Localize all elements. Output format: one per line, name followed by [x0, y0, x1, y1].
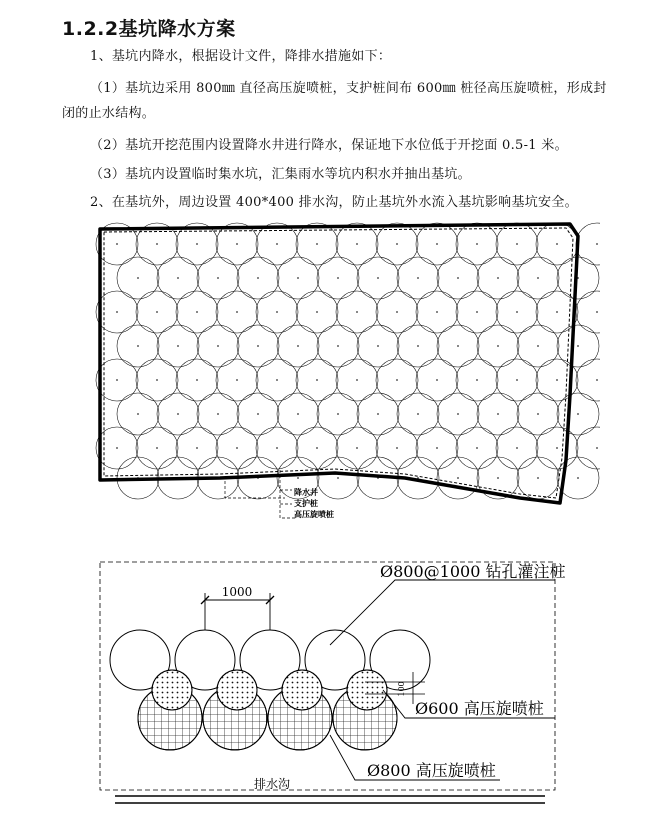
plan-pile-center [297, 477, 299, 479]
jet600-pile [347, 670, 387, 710]
plan-pile-center [297, 277, 299, 279]
plan-pile-center [417, 277, 419, 279]
jet600-pile [217, 670, 257, 710]
plan-pile-center [457, 277, 459, 279]
label-bored-pile: Ø800@1000 钻孔灌注桩 [380, 562, 566, 581]
plan-pile-center [116, 379, 118, 381]
plan-pile-center [556, 311, 558, 313]
plan-pile-center [497, 277, 499, 279]
plan-pile-center [316, 311, 318, 313]
plan-pile-center [516, 243, 518, 245]
plan-pile-center [236, 311, 238, 313]
plan-pile-center [436, 311, 438, 313]
plan-pile-center [297, 413, 299, 415]
plan-pile-center [257, 277, 259, 279]
plan-pile-center [396, 447, 398, 449]
plan-pile-center [516, 379, 518, 381]
plan-pile-center [177, 277, 179, 279]
plan-pile-center [377, 345, 379, 347]
plan-pile-center [116, 243, 118, 245]
pit-plan [96, 223, 618, 519]
plan-pile-center [156, 447, 158, 449]
paragraph-3: （2）基坑开挖范围内设置降水井进行降水，保证地下水位低于开挖面 0.5-1 米。 [90, 138, 568, 153]
plan-pile-center [297, 345, 299, 347]
plan-pile-center [337, 413, 339, 415]
plan-pile-center [556, 379, 558, 381]
plan-pile-center [556, 447, 558, 449]
plan-pile-center [356, 447, 358, 449]
paragraph-2: （1）基坑边采用 800㎜ 直径高压旋喷桩，支护桩间布 600㎜ 桩径高压旋喷桩，形成封 [90, 81, 607, 96]
plan-pile-center [556, 243, 558, 245]
plan-pile-center [377, 277, 379, 279]
plan-pile-center [476, 447, 478, 449]
plan-pile-center [596, 379, 598, 381]
plan-pile-center [577, 345, 579, 347]
plan-pile-center [436, 379, 438, 381]
plan-pile-center [177, 345, 179, 347]
overlap-dimension: 100 [397, 681, 406, 697]
plan-pile-center [577, 413, 579, 415]
label-jet800: Ø800 高压旋喷桩 [367, 761, 496, 780]
plan-pile-center [137, 277, 139, 279]
paragraph-2-continuation: 闭的止水结构。 [62, 106, 156, 121]
plan-pile-center [417, 345, 419, 347]
plan-pile-center [217, 277, 219, 279]
plan-pile-center [436, 243, 438, 245]
legend-support: 支护桩 [294, 499, 318, 508]
plan-pile-center [476, 243, 478, 245]
plan-pile-center [276, 447, 278, 449]
plan-pile-center [537, 277, 539, 279]
plan-pile-center [276, 311, 278, 313]
plan-pile-center [257, 345, 259, 347]
legend-jet: 高压旋喷桩 [294, 510, 334, 519]
pile-circles [96, 223, 618, 499]
plan-pile-center [596, 311, 598, 313]
label-jet600: Ø600 高压旋喷桩 [415, 699, 544, 718]
plan-pile-center [236, 379, 238, 381]
plan-pile-center [457, 345, 459, 347]
plan-pile-center [236, 447, 238, 449]
plan-pile-center [537, 477, 539, 479]
plan-pile-center [236, 243, 238, 245]
plan-pile-center [596, 243, 598, 245]
plan-pile-center [537, 413, 539, 415]
paragraph-1: 1、基坑内降水，根据设计文件，降排水措施如下： [90, 49, 392, 64]
paragraph-5: 2、在基坑外，周边设置 400*400 排水沟，防止基坑外水流入基坑影响基坑安全。 [90, 195, 578, 210]
legend-well: 降水井 [294, 488, 318, 497]
plan-pile-center [417, 413, 419, 415]
plan-pile-center [356, 243, 358, 245]
plan-pile-center [337, 345, 339, 347]
plan-pile-center [396, 379, 398, 381]
plan-pile-center [476, 379, 478, 381]
plan-pile-center [276, 243, 278, 245]
plan-pile-center [116, 311, 118, 313]
plan-pile-center [516, 447, 518, 449]
plan-pile-center [257, 413, 259, 415]
pit-outline [100, 224, 578, 503]
plan-pile-center [537, 345, 539, 347]
plan-pile-center [337, 277, 339, 279]
ditch-lines [115, 796, 545, 803]
plan-pile-center [497, 477, 499, 479]
plan-pile-center [337, 477, 339, 479]
plan-pile-center [476, 311, 478, 313]
plan-pile-center [396, 243, 398, 245]
plan-pile-center [316, 243, 318, 245]
plan-pile-center [497, 413, 499, 415]
plan-pile-center [596, 447, 598, 449]
plan-pile-center [137, 345, 139, 347]
ditch-label: 排水沟 [254, 777, 291, 791]
spacing-dimension: 1000 [221, 585, 253, 599]
plan-pile-center [196, 311, 198, 313]
plan-pile-center [316, 447, 318, 449]
plan-pile-center [377, 413, 379, 415]
plan-pile-center [457, 413, 459, 415]
section-heading: 1.2.2基坑降水方案 [62, 18, 236, 40]
plan-pile-center [516, 311, 518, 313]
plan-pile-center [137, 413, 139, 415]
plan-pile-center [217, 413, 219, 415]
plan-pile-center [577, 477, 579, 479]
plan-pile-center [156, 311, 158, 313]
paragraph-4: （3）基坑内设置临时集水坑，汇集雨水等坑内积水并抽出基坑。 [90, 167, 471, 182]
plan-pile-center [196, 447, 198, 449]
jet600-pile [282, 670, 322, 710]
plan-pile-center [177, 413, 179, 415]
plan-pile-center [276, 379, 278, 381]
plan-pile-center [356, 311, 358, 313]
plan-pile-center [316, 379, 318, 381]
plan-pile-center [396, 311, 398, 313]
plan-pile-center [156, 243, 158, 245]
plan-pile-center [217, 345, 219, 347]
plan-pile-center [497, 345, 499, 347]
plan-pile-center [116, 447, 118, 449]
plan-pile-center [196, 243, 198, 245]
jet600-pile [152, 670, 192, 710]
plan-pile-center [196, 379, 198, 381]
pile-detail [100, 562, 565, 803]
plan-pile-center [156, 379, 158, 381]
plan-pile-center [457, 477, 459, 479]
plan-pile-center [356, 379, 358, 381]
plan-pile-center [436, 447, 438, 449]
